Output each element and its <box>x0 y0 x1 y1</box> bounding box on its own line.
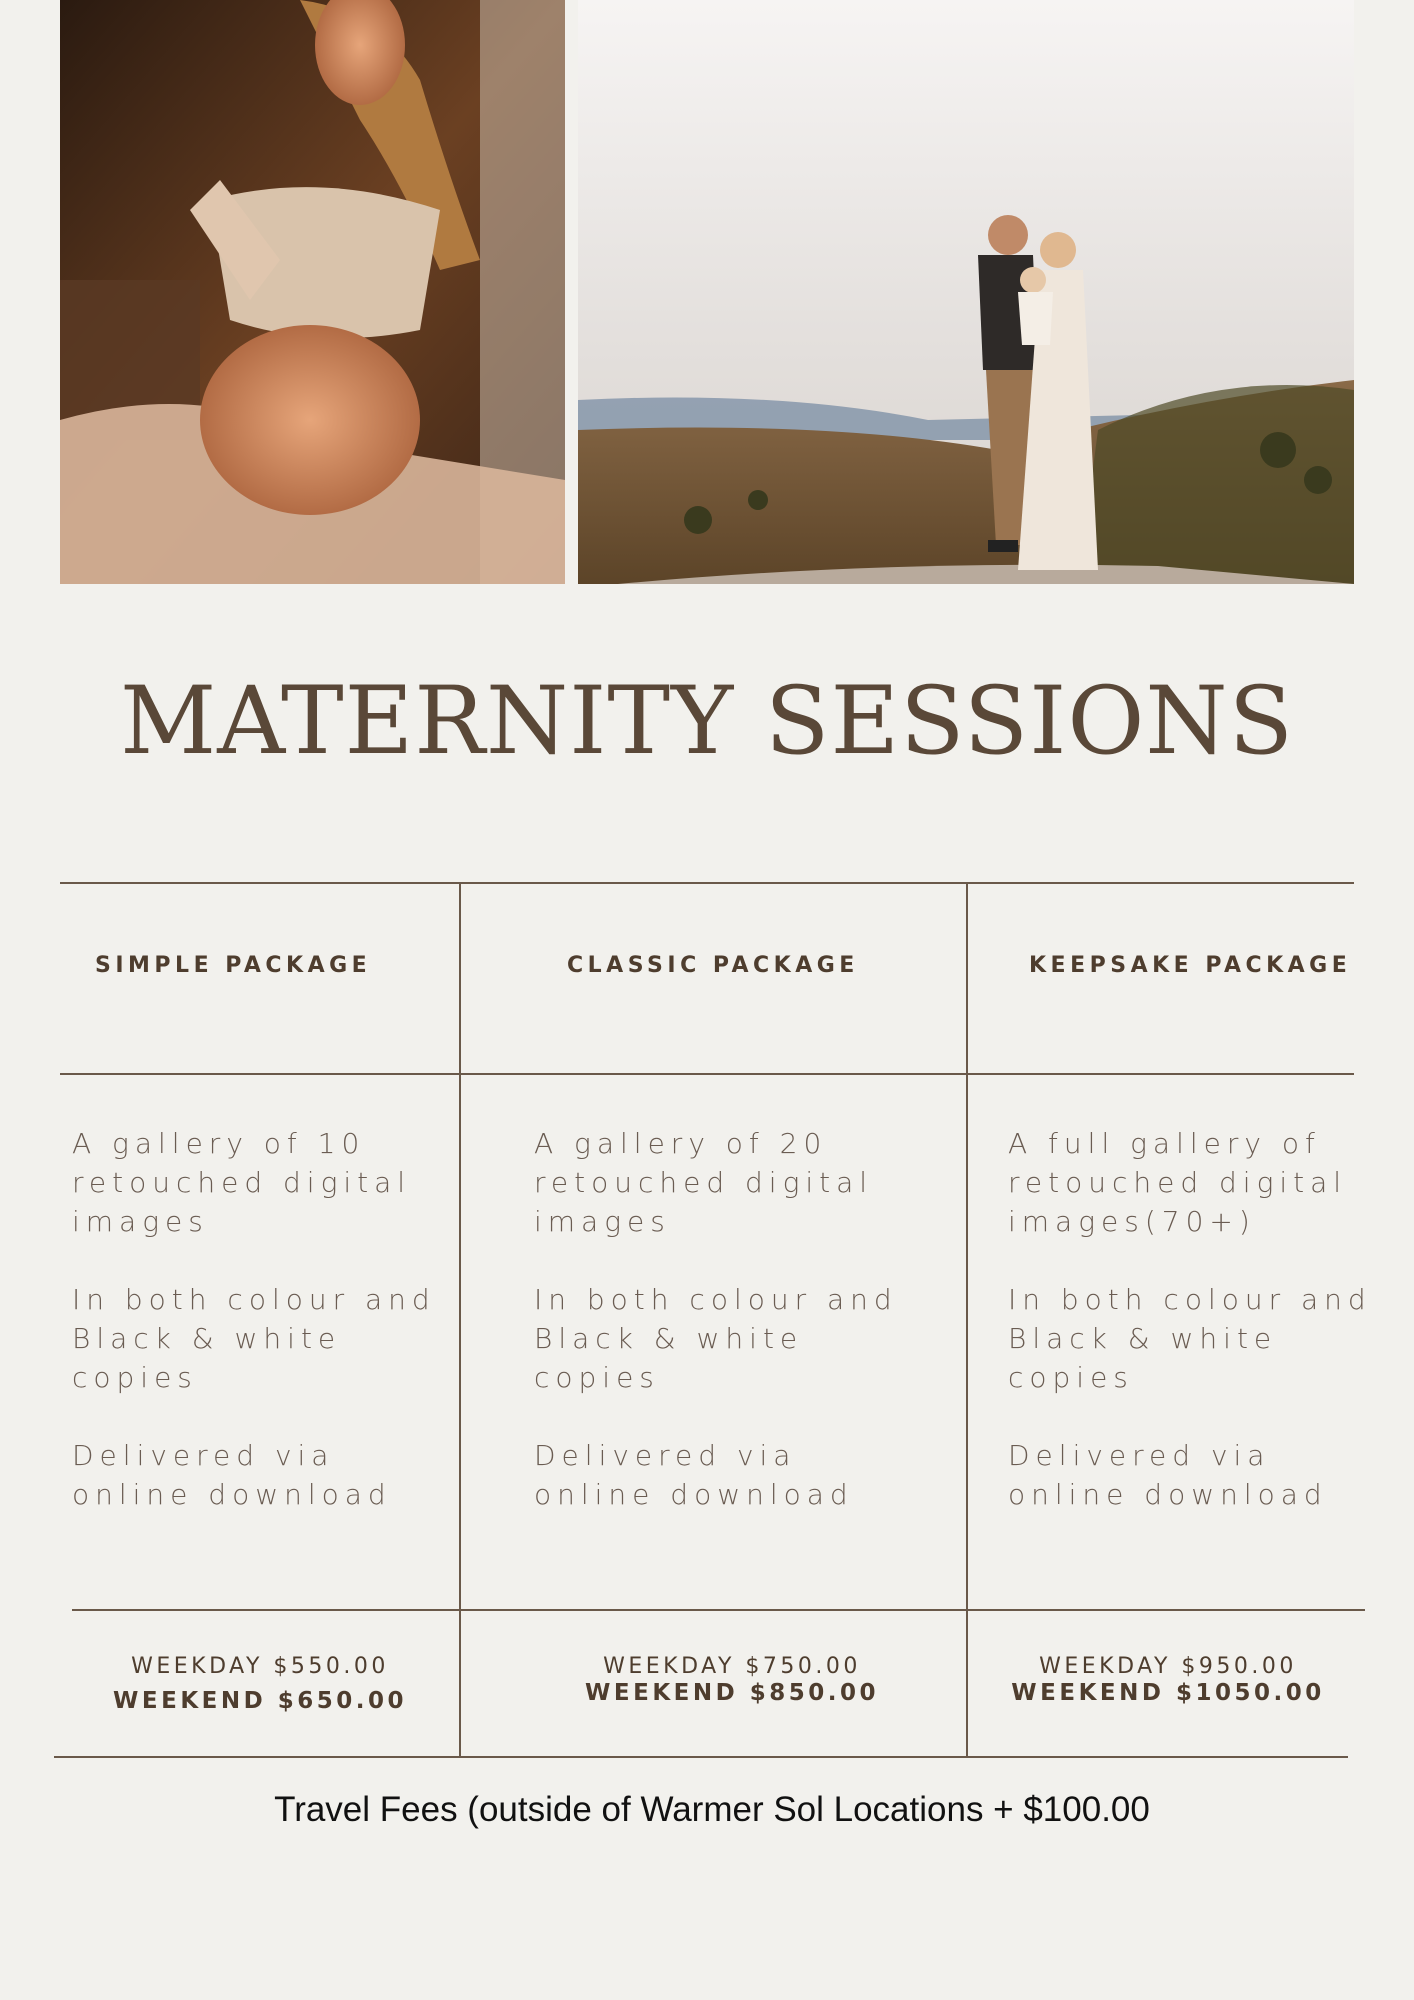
package-features-classic <box>534 1124 914 1553</box>
header-bottom-rule <box>60 1073 1354 1075</box>
page-title: MATERNITY SESSIONS <box>119 667 1295 776</box>
price-simple <box>60 1654 460 1714</box>
feature-gallery: A gallery of 10 retouched digital images <box>72 1127 412 1238</box>
feature-delivery: Delivered via online download <box>534 1439 854 1511</box>
table-bottom-rule <box>54 1756 1348 1758</box>
package-features-keepsake <box>1008 1124 1388 1553</box>
weekday-price: WEEKDAY $550.00 <box>131 1654 389 1679</box>
price-classic <box>462 1654 1002 1706</box>
feature-gallery: A full gallery of retouched digital images(70+) <box>1008 1127 1348 1238</box>
feature-gallery: A gallery of 20 retouched digital images <box>534 1127 874 1238</box>
family-photo-right <box>578 0 1354 584</box>
package-features-simple <box>72 1124 452 1553</box>
package-header-classic: CLASSIC PACKAGE <box>567 953 859 978</box>
weekday-price: WEEKDAY $750.00 <box>603 1654 861 1679</box>
travel-fees-note: Travel Fees (outside of Warmer Sol Locations + $100.00 <box>274 1790 1150 1829</box>
feature-colour: In both colour and Black & white copies <box>72 1283 436 1394</box>
price-keepsake <box>968 1654 1368 1706</box>
feature-colour: In both colour and Black & white copies <box>1008 1283 1372 1394</box>
package-header-keepsake: KEEPSAKE PACKAGE <box>1029 953 1352 978</box>
table-top-rule <box>60 882 1354 884</box>
feature-colour: In both colour and Black & white copies <box>534 1283 898 1394</box>
maternity-photo-left <box>60 0 565 584</box>
weekday-price: WEEKDAY $950.00 <box>1039 1654 1297 1679</box>
feature-delivery: Delivered via online download <box>1008 1439 1328 1511</box>
weekend-price: WEEKEND $1050.00 <box>1011 1680 1325 1706</box>
column-divider-2 <box>966 883 968 1758</box>
package-header-simple: SIMPLE PACKAGE <box>95 953 372 978</box>
weekend-price: WEEKEND $850.00 <box>585 1680 879 1706</box>
weekend-price: WEEKEND $650.00 <box>113 1688 407 1714</box>
column-divider-1 <box>459 883 461 1758</box>
price-top-rule <box>72 1609 1365 1611</box>
feature-delivery: Delivered via online download <box>72 1439 392 1511</box>
